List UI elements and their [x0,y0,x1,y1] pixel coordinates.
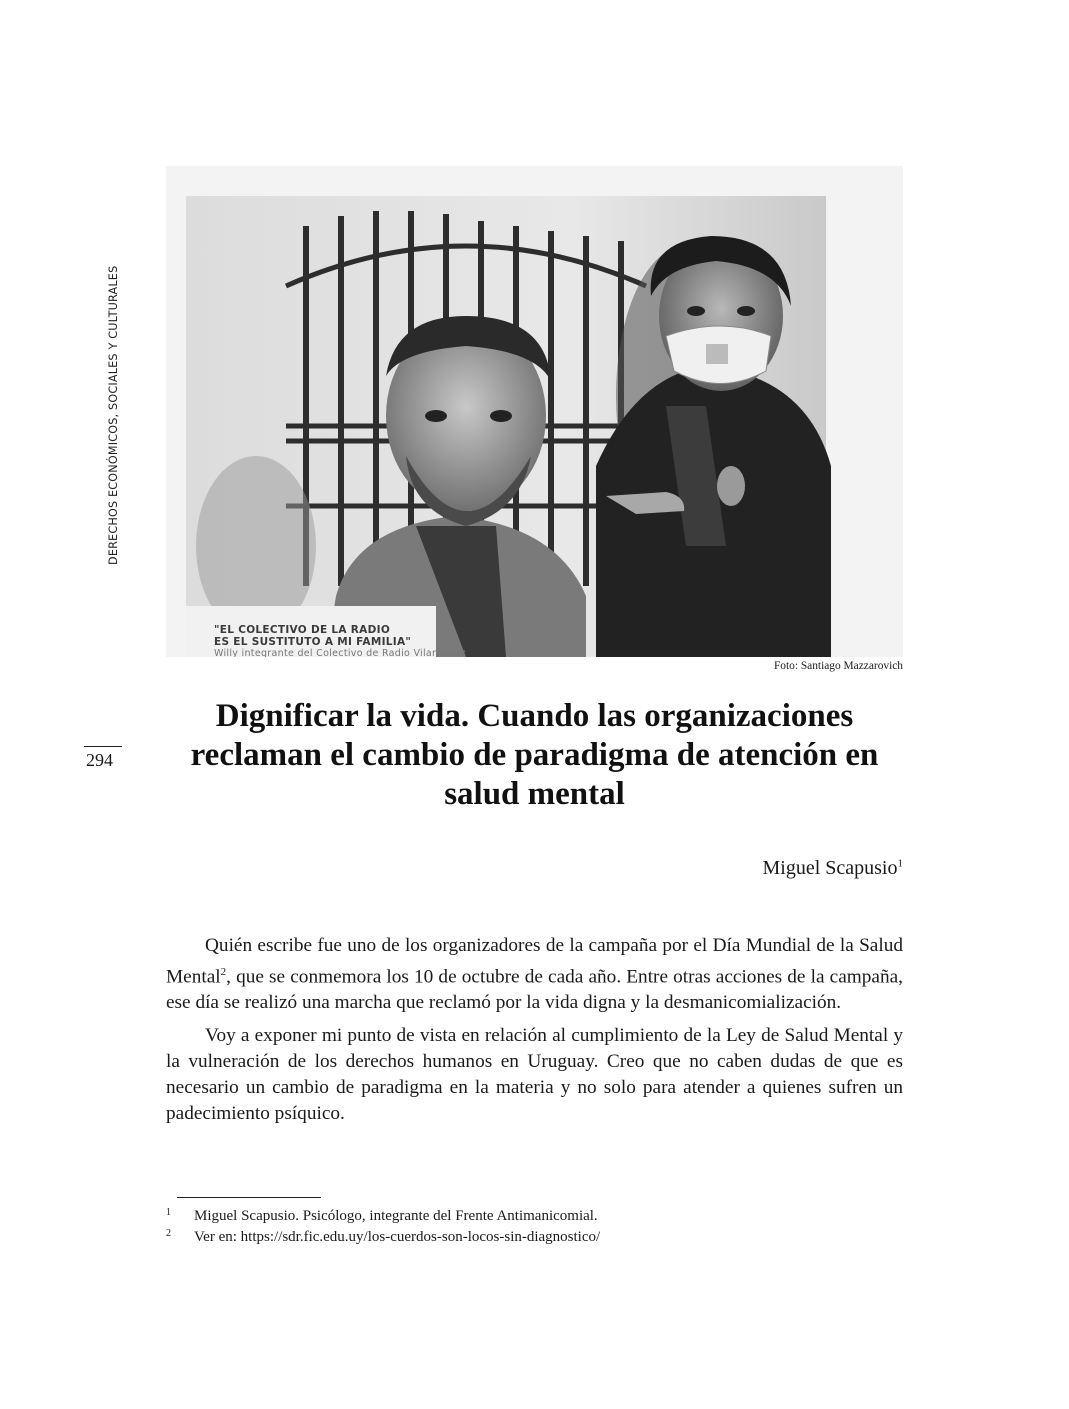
photo-image [166,166,903,657]
page-number-rule [84,746,122,747]
footnote-mark: 1 [166,1207,171,1218]
photo-credit: Foto: Santiago Mazzarovich [773,660,903,672]
author-byline [763,857,904,880]
footnote-text: Ver en: https://sdr.fic.edu.uy/los-cuerdos-son-locos-sin-diagnostico/ [194,1229,601,1245]
footnote [166,1227,600,1248]
photograph [166,166,903,657]
page-number: 294 [86,750,113,770]
footnote [166,1206,600,1227]
footnote-ref: 2 [220,966,227,978]
footnote-ref: 1 [897,857,903,870]
poster-caption-line: ES EL SUSTITUTO A MI FAMILIA" [214,636,412,648]
poster-caption [214,624,466,657]
poster-caption-line: Willy integrante del Colectivo de Radio Vilardevoz [214,648,466,657]
footnote-mark: 2 [166,1228,171,1239]
footnote-rule [177,1197,321,1198]
paragraph-text: Quién escribe fue uno de los organizadores de la campaña por el Día Mundial de la Salud Mental [166,935,903,988]
paragraph: Voy a exponer mi punto de vista en relación al cumplimiento de la Ley de Salud Mental y la vulneración de los derechos humanos en Uruguay. Creo que no caben dudas de que es necesario un cambio de paradigma en la materia y no solo para atender a quienes sufren un padecimiento psíquico. [166,1025,903,1125]
article-body [166,933,903,1134]
poster-caption-line: "EL COLECTIVO DE LA RADIO [214,624,391,636]
footnote-text: Miguel Scapusio. Psicólogo, integrante del Frente Antimanicomial. [194,1208,598,1224]
running-head: DERECHOS ECONÓMICOS, SOCIALES Y CULTURALES [107,265,120,565]
article-title: Dignificar la vida. Cuando las organizaciones reclaman el cambio de paradigma de atención en salud mental [190,698,879,812]
footnotes [166,1206,600,1248]
author-name: Miguel Scapusio [762,857,898,879]
paragraph [166,933,903,1016]
paragraph-text: , que se conmemora los 10 de octubre de cada año. Entre otras acciones de la campaña, ese día se realizó una marcha que reclamó por la vida digna y la desmanicomialización. [166,966,903,1014]
